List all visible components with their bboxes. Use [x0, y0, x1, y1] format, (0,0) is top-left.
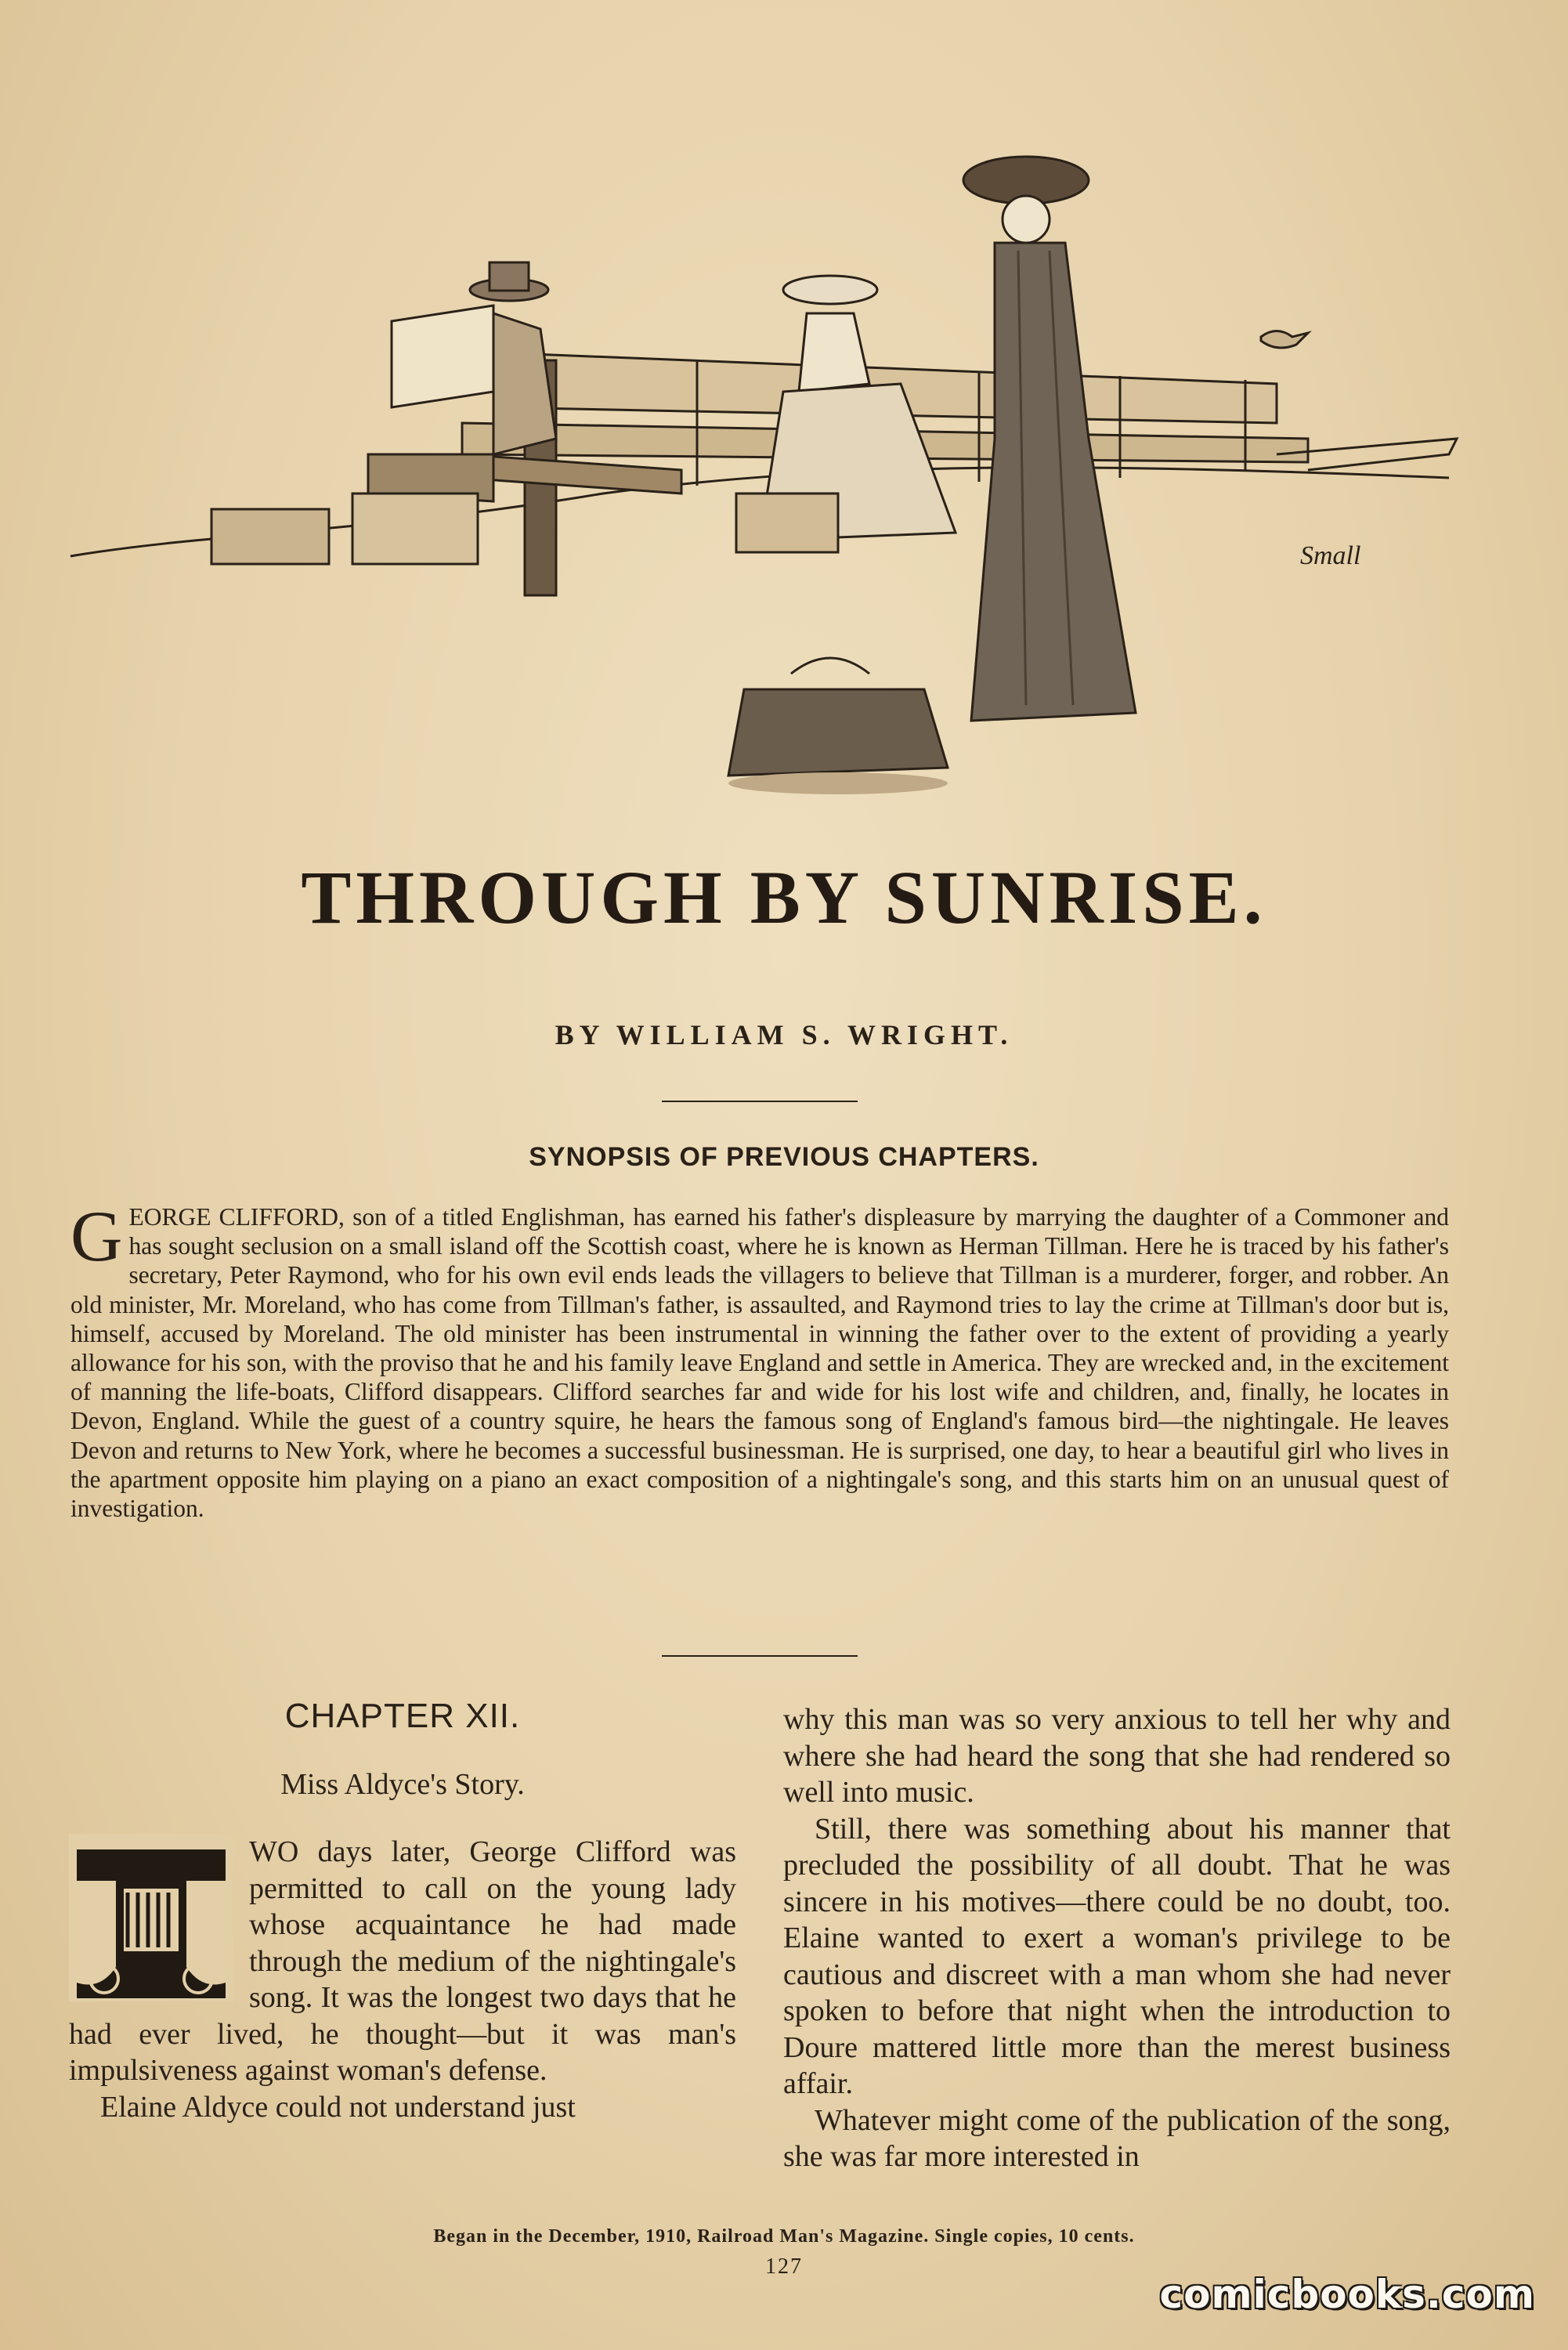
story-title: THROUGH BY SUNRISE.: [301, 855, 1267, 939]
page-number: 127: [765, 2254, 803, 2279]
carpet-bag: [728, 689, 948, 776]
seated-woman-hat: [783, 276, 877, 304]
chapter-paragraph-2: Elaine Aldyce could not understand just: [100, 2090, 576, 2124]
chapter-number: CHAPTER XII.: [284, 1697, 521, 1735]
column-right: [783, 1701, 1451, 2175]
trunk-left: [211, 509, 329, 564]
watermark: comicbooks.com: [1159, 2272, 1535, 2317]
rule-bottom: [662, 1655, 858, 1657]
chapter-paragraph-1: WO days later, George Clifford was permitted to call on the young lady whose acquaintance he had made through the medium of the nightingale's song. It was the longest two days that he had ever lived, he thought—but it was man's impulsiveness against woman's defense.: [69, 1835, 736, 2087]
station-illustration: [55, 125, 1465, 799]
bird-icon: [1261, 331, 1308, 349]
initial-ornament-icon: [69, 1834, 233, 2001]
story-byline: BY WILLIAM S. WRIGHT.: [555, 1019, 1013, 1050]
chapter-paragraph-4: Still, there was something about his manner that precluded the possibility of all doubt. That he was sincere in his motives—there could be no doubt, too. Elaine wanted to exert a woman's privilege to be cautious and discreet with a man whom she had never spoken to before that night when the introduction to Doure mattered little more than the merest business affair.: [783, 1812, 1451, 2100]
decorated-initial: [69, 1834, 233, 2001]
chapter-paragraph-3: why this man was so very anxious to tell her why and where she had heard the song that she had rendered so well into music.: [783, 1703, 1451, 1809]
artist-signature: Small: [1300, 541, 1361, 570]
footer-note: Began in the December, 1910, Railroad Man's Magazine. Single copies, 10 cents.: [433, 2226, 1135, 2247]
newspaper: [392, 306, 493, 407]
synopsis-heading: SYNOPSIS OF PREVIOUS CHAPTERS.: [529, 1142, 1039, 1172]
chapter-paragraph-5: Whatever might come of the publication of the song, she was far more interested in: [783, 2103, 1451, 2173]
synopsis-body: EORGE CLIFFORD, son of a titled Englishman, has earned his father's displeasure by marrying the daughter of a Commoner and has sought seclusion on a small island off the Scottish coast, where he is known as Herman Tillman. Here he is traced by his father's secretary, Peter Raymond, who for his own evil ends leads the villagers to believe that Tillman is a murderer, forger, and robber. An old minister, Mr. Moreland, who has come from Tillman's father, is assaulted, and Raymond tries to lay the crime at Tillman's door but is, himself, accused by Moreland. The old minister has been instrumental in winning the father over to the extent of providing a yearly allowance for his son, with the proviso that he and his family leave England and settle in America. They are wrecked and, in the excitement of manning the life-boats, Clifford disappears. Clifford searches far and wide for his lost wife and children, and, finally, he locates in Devon, England. While the guest of a country squire, he hears the famous song of England's famous bird—the nightingale. He leaves Devon and returns to New York, where he becomes a successful businessman. He is surprised, one day, to hear a beautiful girl who lives in the apartment opposite him playing on a piano an exact composition of a nightingale's song, and this starts him on an unusual quest of investigation.: [70, 1203, 1449, 1523]
chapter-subtitle: Miss Aldyce's Story.: [280, 1767, 525, 1801]
rule-top: [662, 1101, 858, 1102]
column-left: [69, 1698, 736, 2125]
synopsis-drop-letter: G: [70, 1196, 123, 1276]
synopsis-text: [70, 1196, 1449, 1523]
